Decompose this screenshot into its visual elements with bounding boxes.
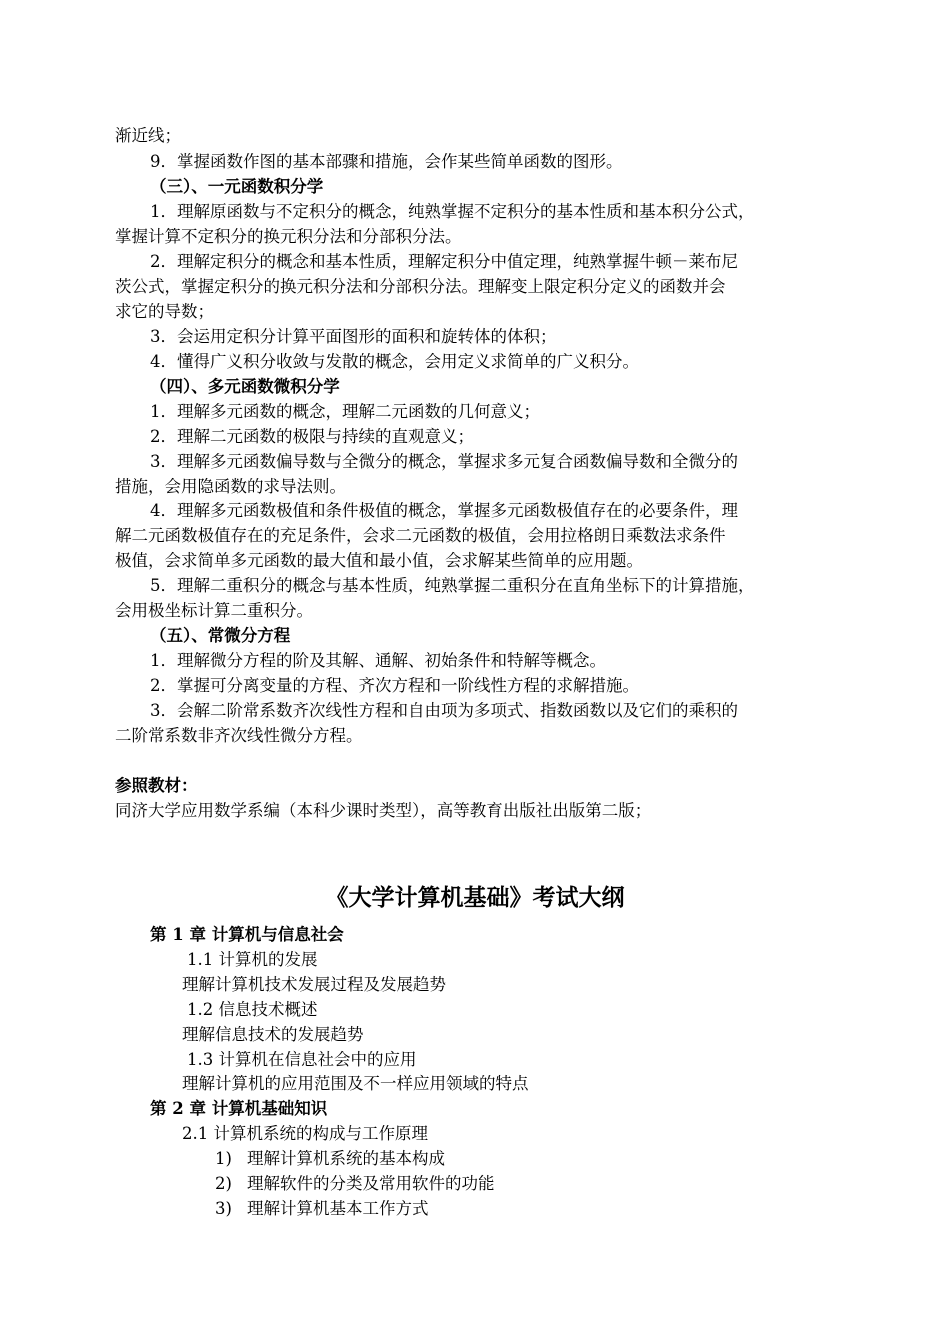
subsection-heading: 1.2 信息技术概述: [187, 1000, 318, 1019]
reference-label: 参照教材：: [115, 776, 198, 795]
text-line: 渐近线；: [115, 126, 181, 145]
reference-text: 同济大学应用数学系编（本科少课时类型），高等教育出版社出版第二版；: [115, 801, 652, 820]
text-line: 1．理解微分方程的阶及其解、通解、初始条件和特解等概念。: [150, 651, 606, 670]
text-line: 求它的导数；: [115, 302, 214, 321]
list-item: [215, 1174, 495, 1194]
section-heading: （四）、多元函数微积分学: [150, 377, 340, 396]
text-line: 理解计算机技术发展过程及发展趋势: [182, 975, 446, 994]
text-line: 5．理解二重积分的概念与基本性质，纯熟掌握二重积分在直角坐标下的计算措施，: [150, 576, 755, 595]
list-text: 理解软件的分类及常用软件的功能: [247, 1174, 495, 1193]
page-title: 《大学计算机基础》考试大纲: [325, 885, 625, 911]
list-number: 2): [215, 1174, 232, 1193]
text-line: 理解计算机的应用范围及不一样应用领域的特点: [182, 1074, 529, 1093]
text-line: 3．会运用定积分计算平面图形的面积和旋转体的体积；: [150, 327, 557, 346]
subsection-heading: 2.1 计算机系统的构成与工作原理: [182, 1124, 428, 1143]
subsection-heading: 1.3 计算机在信息社会中的应用: [187, 1050, 417, 1069]
text-line: 1．理解原函数与不定积分的概念，纯熟掌握不定积分的基本性质和基本积分公式，: [150, 202, 755, 221]
section-heading: （五）、常微分方程: [150, 626, 291, 645]
list-text: 理解计算机系统的基本构成: [247, 1149, 445, 1168]
list-item: [215, 1199, 429, 1219]
list-number: 1): [215, 1149, 232, 1168]
text-line: 理解信息技术的发展趋势: [182, 1025, 364, 1044]
text-line: 3．会解二阶常系数齐次线性方程和自由项为多项式、指数函数以及它们的乘积的: [150, 701, 738, 720]
text-line: 解二元函数极值存在的充足条件，会求二元函数的极值，会用拉格朗日乘数法求条件: [115, 526, 726, 545]
chapter-heading: 第 2 章 计算机基础知识: [150, 1099, 328, 1118]
text-line: 2．理解定积分的概念和基本性质，理解定积分中值定理，纯熟掌握牛顿－莱布尼: [150, 252, 738, 271]
list-item: [215, 1149, 445, 1169]
text-line: 3．理解多元函数偏导数与全微分的概念，掌握求多元复合函数偏导数和全微分的: [150, 452, 738, 471]
chapter-heading: 第 1 章 计算机与信息社会: [150, 925, 344, 944]
text-line: 茨公式，掌握定积分的换元积分法和分部积分法。理解变上限定积分定义的函数并会: [115, 277, 726, 296]
text-line: 措施，会用隐函数的求导法则。: [115, 477, 346, 496]
list-number: 3): [215, 1199, 232, 1218]
subsection-heading: 1.1 计算机的发展: [187, 950, 318, 969]
text-line: 2．理解二元函数的极限与持续的直观意义；: [150, 427, 474, 446]
text-line: 4．理解多元函数极值和条件极值的概念，掌握多元函数极值存在的必要条件，理: [150, 501, 738, 520]
text-line: 4．懂得广义积分收敛与发散的概念，会用定义求简单的广义积分。: [150, 352, 639, 371]
list-text: 理解计算机基本工作方式: [247, 1199, 429, 1218]
text-line: 1．理解多元函数的概念，理解二元函数的几何意义；: [150, 402, 540, 421]
text-line: 9．掌握函数作图的基本部骤和措施，会作某些简单函数的图形。: [150, 152, 623, 171]
text-line: 掌握计算不定积分的换元积分法和分部积分法。: [115, 227, 462, 246]
text-line: 会用极坐标计算二重积分。: [115, 601, 313, 620]
text-line: 极值，会求简单多元函数的最大值和最小值，会求解某些简单的应用题。: [115, 551, 643, 570]
text-line: 2．掌握可分离变量的方程、齐次方程和一阶线性方程的求解措施。: [150, 676, 639, 695]
text-line: 二阶常系数非齐次线性微分方程。: [115, 726, 363, 745]
section-heading: （三）、一元函数积分学: [150, 177, 324, 196]
